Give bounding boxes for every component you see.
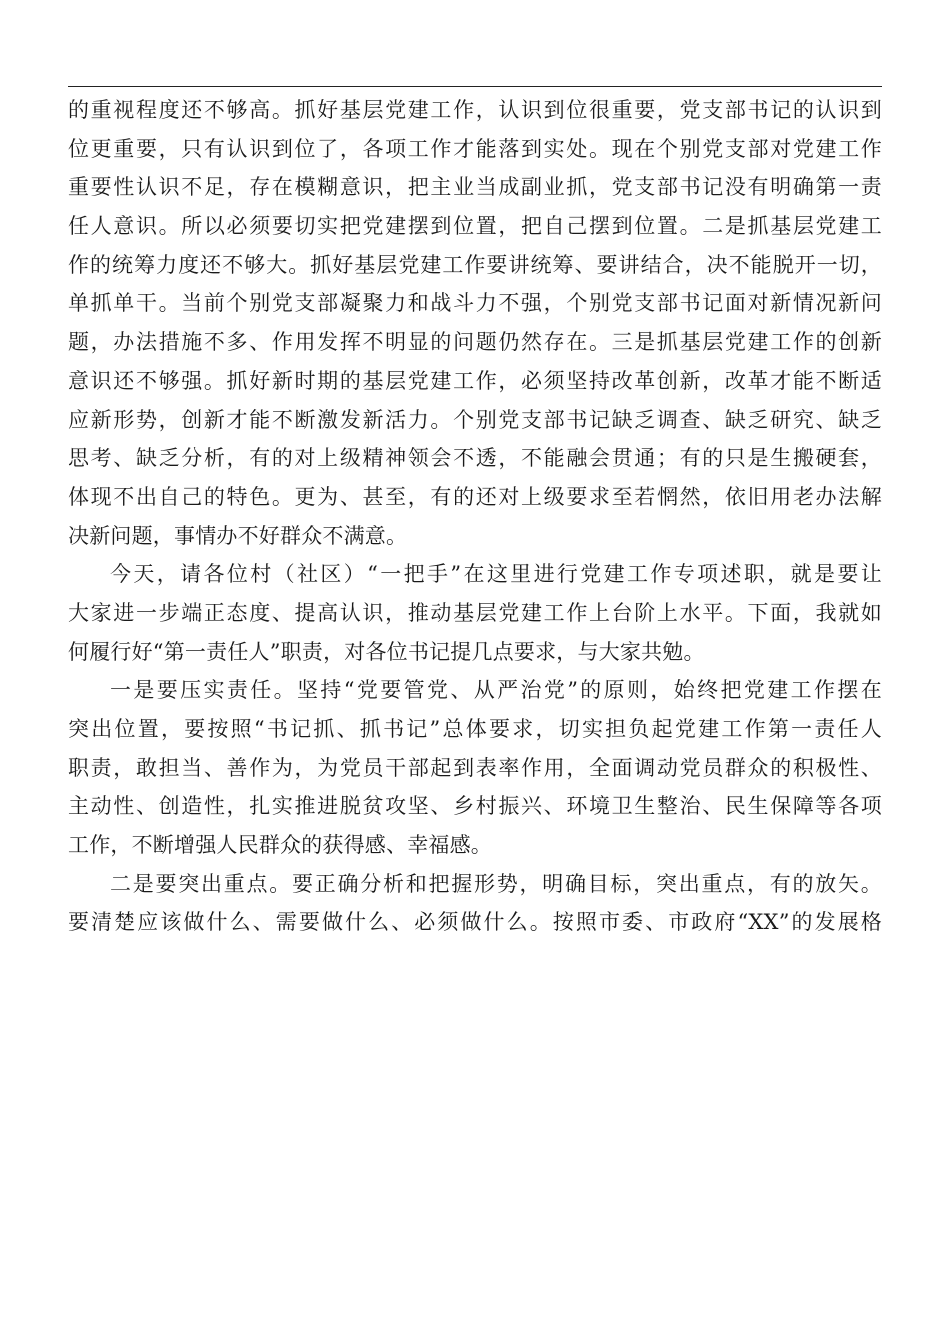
text-line: 工作，不断增强人民群众的获得感、幸福感。: [68, 833, 492, 858]
text-line: 应新形势，创新才能不断激发新活力。个别党支部书记缺乏调查、缺乏研究、缺乏: [68, 407, 882, 432]
paragraph-first-line: 二是要突出重点。要正确分析和把握形势，明确目标，突出重点，有的放矢。: [110, 871, 882, 896]
paragraph-first-line: 今天，请各位村（社区）“一把手”在这里进行党建工作专项述职，就是要让: [110, 562, 882, 587]
text-line: 题，办法措施不多、作用发挥不明显的问题仍然存在。三是抓基层党建工作的创新: [68, 330, 882, 355]
text-line: 职责，敢担当、善作为，为党员干部起到表率作用，全面调动党员群众的积极性、: [68, 755, 882, 780]
text-line: 决新问题，事情办不好群众不满意。: [68, 523, 408, 548]
text-line: 何履行好“第一责任人”职责，对各位书记提几点要求，与大家共勉。: [68, 639, 705, 664]
text-line: 大家进一步端正态度、提高认识，推动基层党建工作上台阶上水平。下面，我就如: [68, 600, 882, 625]
text-line: 作的统筹力度还不够大。抓好基层党建工作要讲统筹、要讲结合，决不能脱开一切，: [68, 252, 882, 277]
text-line: 位更重要，只有认识到位了，各项工作才能落到实处。现在个别党支部对党建工作: [68, 136, 882, 161]
text-line: 任人意识。所以必须要切实把党建摆到位置，把自己摆到位置。二是抓基层党建工: [68, 214, 882, 239]
text-line: 突出位置，要按照“书记抓、抓书记”总体要求，切实担负起党建工作第一责任人: [68, 717, 882, 741]
text-line: 思考、缺乏分析，有的对上级精神领会不透，不能融会贯通；有的只是生搬硬套，: [68, 446, 882, 471]
text-line: 体现不出自己的特色。更为、甚至，有的还对上级要求至若惘然，依旧用老办法解: [68, 484, 882, 509]
text-line: 意识还不够强。抓好新时期的基层党建工作，必须坚持改革创新，改革才能不断适: [68, 368, 882, 393]
paragraph-first-line: 一是要压实责任。坚持“党要管党、从严治党”的原则，始终把党建工作摆在: [110, 678, 882, 703]
text-line: 重要性认识不足，存在模糊意识，把主业当成副业抓，党支部书记没有明确第一责: [68, 175, 882, 200]
text-line: 要清楚应该做什么、需要做什么、必须做什么。按照市委、市政府“XX”的发展格: [68, 910, 882, 935]
text-line: 的重视程度还不够高。抓好基层党建工作，认识到位很重要，党支部书记的认识到: [68, 98, 882, 122]
text-line: 主动性、创造性，扎实推进脱贫攻坚、乡村振兴、环境卫生整治、民生保障等各项: [68, 794, 882, 819]
header-rule: [68, 86, 882, 87]
body-text: [68, 91, 882, 942]
text-line: 单抓单干。当前个别党支部凝聚力和战斗力不强，个别党支部书记面对新情况新问: [68, 291, 882, 316]
